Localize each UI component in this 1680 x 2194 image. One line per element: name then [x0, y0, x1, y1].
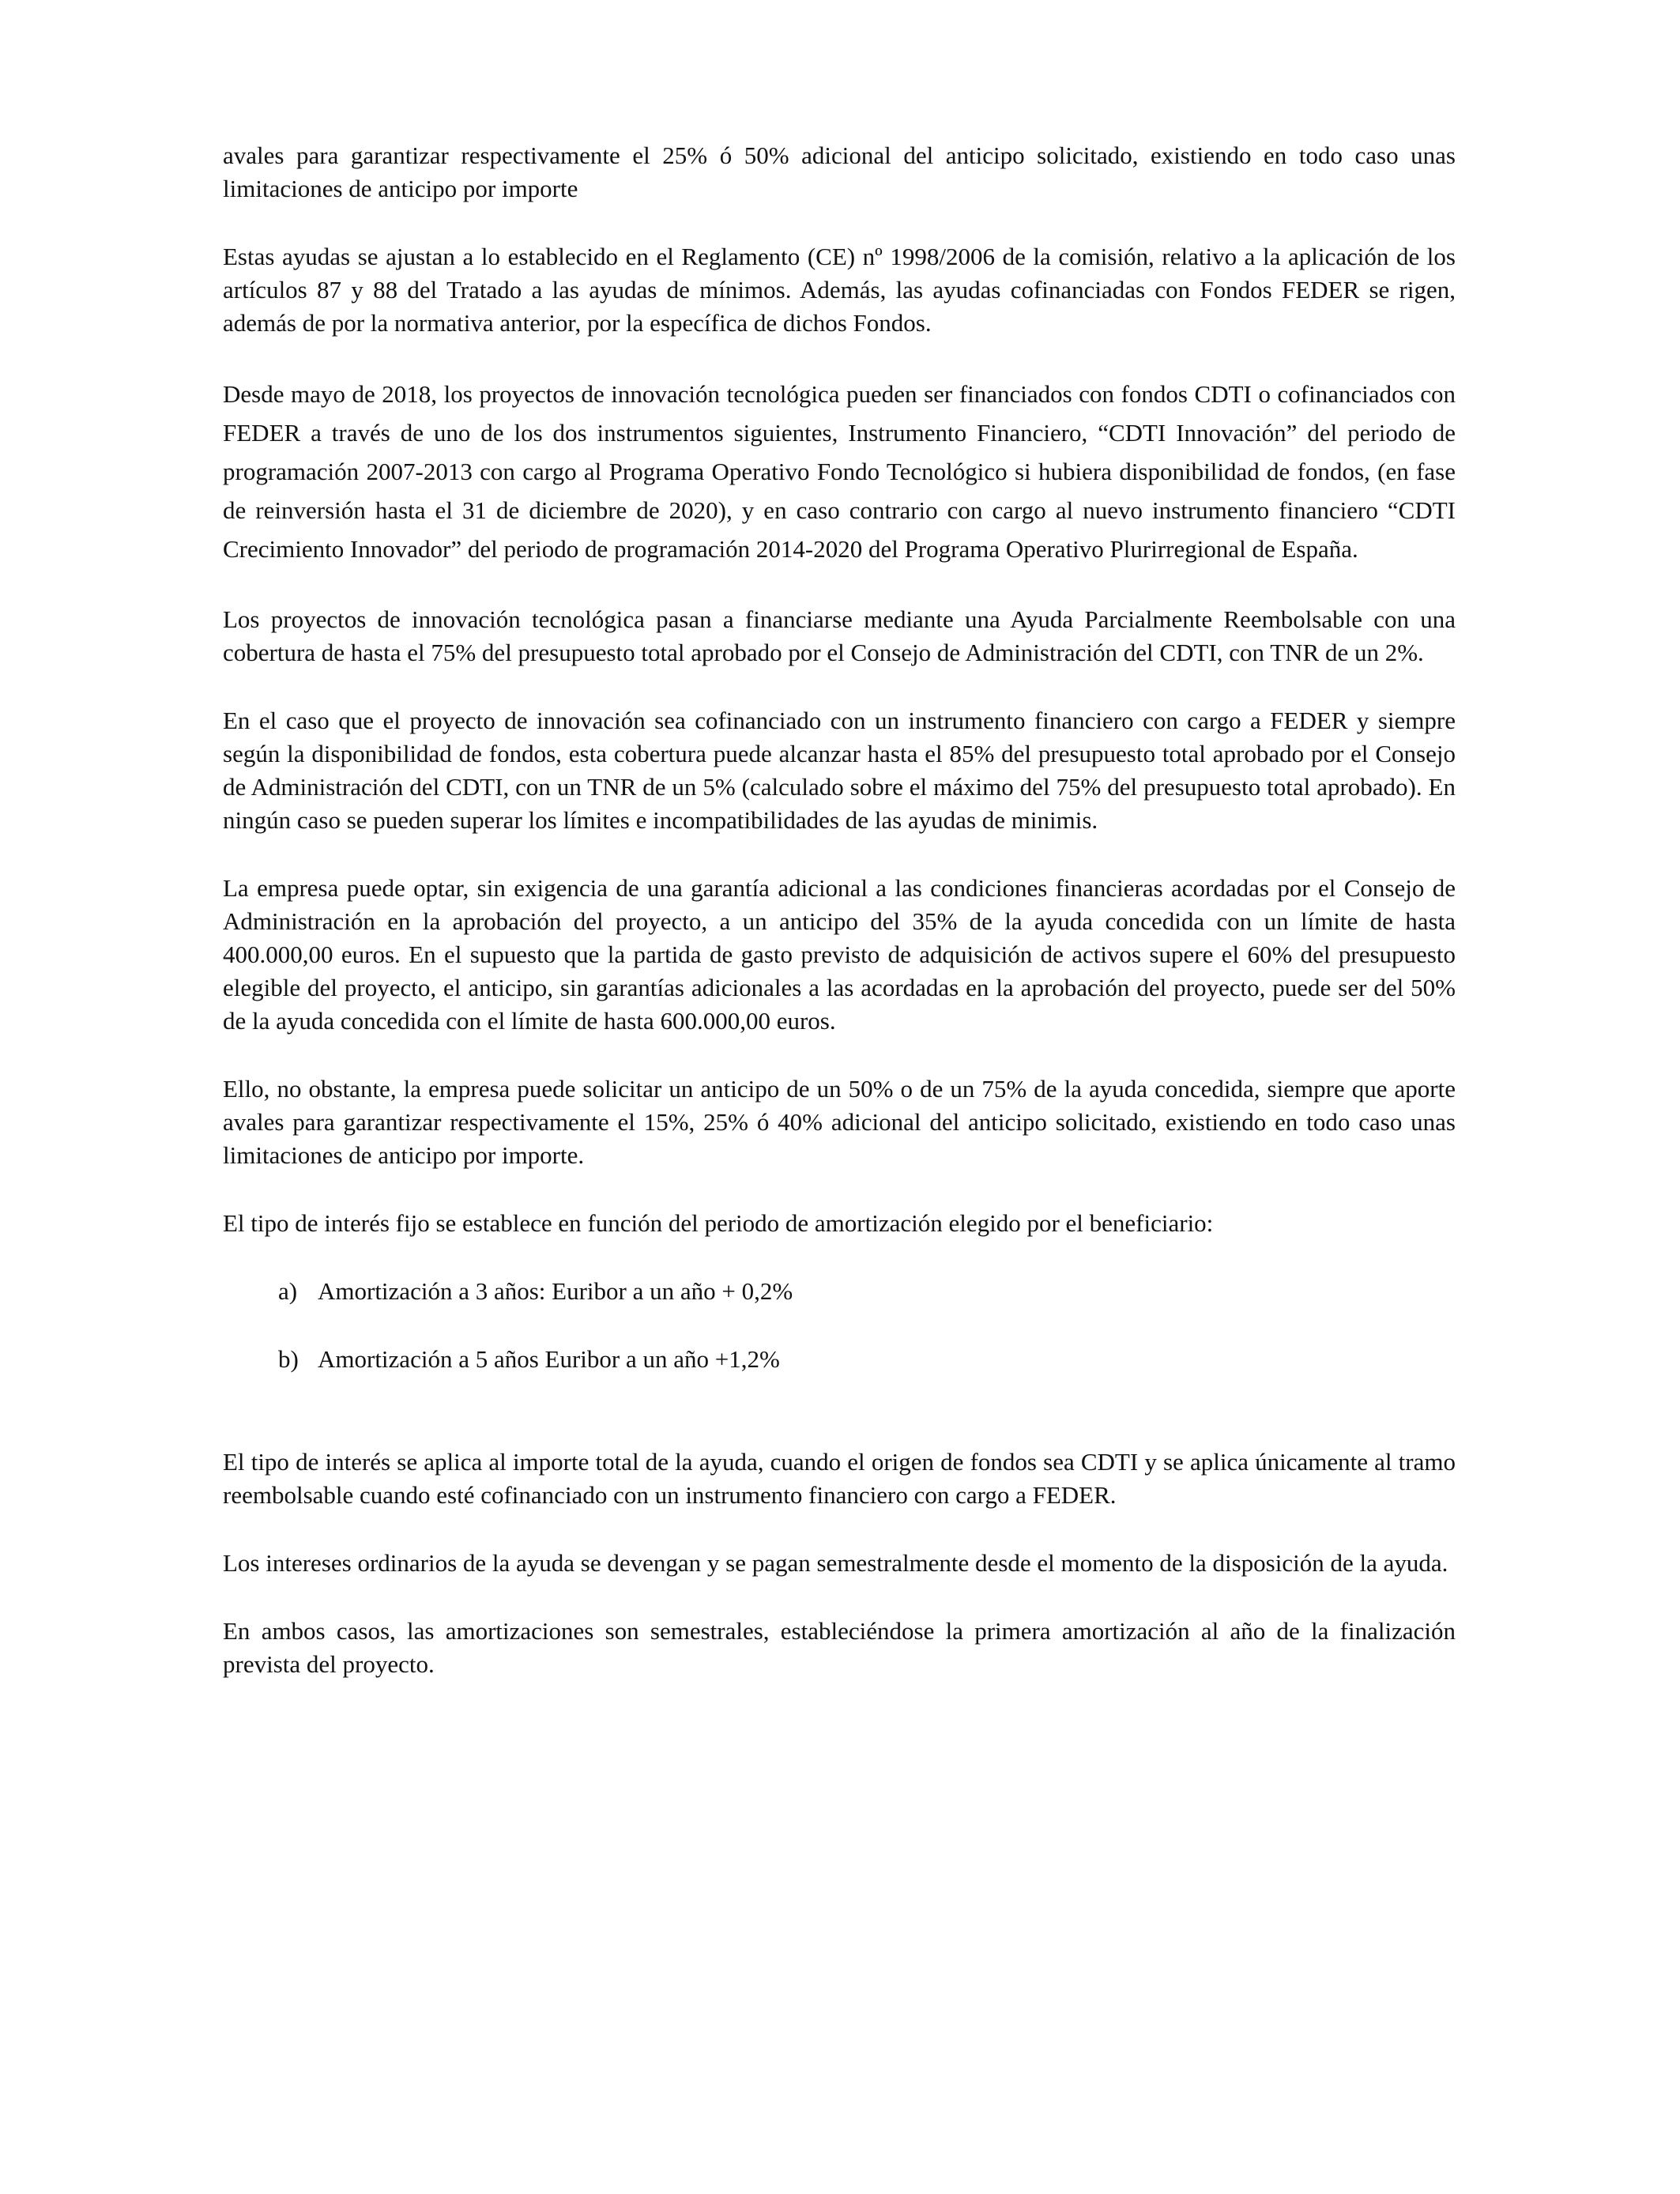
paragraph-amortizaciones: En ambos casos, las amortizaciones son semestrales, estableciéndose la primera amortización al año de la finalización prevista del proyecto. [223, 1617, 1456, 1678]
paragraph-intereses-ordinarios: Los intereses ordinarios de la ayuda se devengan y se pagan semestralmente desde el momento de la disposición de la ayuda. [223, 1549, 1448, 1577]
paragraph-cofinanciacion-feder: En el caso que el proyecto de innovación sea cofinanciado con un instrumento financiero con cargo a FEDER y siempre según la disponibilidad de fondos, esta cobertura puede alcanzar hasta el 85% del presupuesto total aprobado por el Consejo de Administración del CDTI, con un TNR de un 5% (calculado sobre el máximo del 75% del presupuesto total aprobado). En ningún caso se pueden superar los límites e incompatibilidades de las ayudas de minimis. [223, 707, 1456, 834]
list-item-text: Amortización a 5 años Euribor a un año +1,2% [318, 1345, 780, 1373]
paragraph-ayuda-parcialmente-reembolsable: Los proyectos de innovación tecnológica pasan a financiarse mediante una Ayuda Parcialmente Reembolsable con una cobertura de hasta el 75% del presupuesto total aprobado por el Consejo de Administración del CDTI, con TNR de un 2%. [223, 605, 1456, 666]
amortization-list [223, 1275, 1456, 1376]
list-item-text: Amortización a 3 años: Euribor a un año + 0,2% [318, 1277, 793, 1305]
spacer [223, 1411, 1456, 1446]
document-page [223, 139, 1456, 1716]
list-marker: a) [278, 1277, 298, 1305]
paragraph-reglamento: Estas ayudas se ajustan a lo establecido en el Reglamento (CE) nº 1998/2006 de la comisión, relativo a la aplicación de los artículos 87 y 88 del Tratado a las ayudas de mínimos. Además, las ayudas cofinanciadas con Fondos FEDER se rigen, además de por la normativa anterior, por la específica de dichos Fondos. [223, 243, 1456, 337]
list-item [278, 1343, 1456, 1376]
paragraph-tipo-interes: El tipo de interés fijo se establece en función del periodo de amortización elegido por el beneficiario: [223, 1209, 1214, 1237]
paragraph-avales-intro: avales para garantizar respectivamente el 25% ó 50% adicional del anticipo solicitado, existiendo en todo caso unas limitaciones de anticipo por importe [223, 141, 1456, 202]
paragraph-anticipo-avales: Ello, no obstante, la empresa puede solicitar un anticipo de un 50% o de un 75% de la ayuda concedida, siempre que aporte avales para garantizar respectivamente el 15%, 25% ó 40% adicional del anticipo solicitado, existiendo en todo caso unas limitaciones de anticipo por importe. [223, 1075, 1456, 1169]
paragraph-aplicacion-interes: El tipo de interés se aplica al importe total de la ayuda, cuando el origen de fondos sea CDTI y se aplica únicamente al tramo reembolsable cuando esté cofinanciado con un instrumento financiero con cargo a FEDER. [223, 1448, 1456, 1509]
paragraph-financiacion-2018: Desde mayo de 2018, los proyectos de innovación tecnológica pueden ser financiados con fondos CDTI o cofinanciados con FEDER a través de uno de los dos instrumentos siguientes, Instrumento Financiero, “CDTI Innovación” del periodo de programación 2007-2013 con cargo al Programa Operativo Fondo Tecnológico si hubiera disponibilidad de fondos, (en fase de reinversión hasta el 31 de diciembre de 2020), y en caso contrario con cargo al nuevo instrumento financiero “CDTI Crecimiento Innovador” del periodo de programación 2014-2020 del Programa Operativo Plurirregional de España. [223, 380, 1456, 563]
list-marker: b) [278, 1345, 299, 1373]
list-item [278, 1275, 1456, 1308]
paragraph-anticipo: La empresa puede optar, sin exigencia de una garantía adicional a las condiciones financieras acordadas por el Consejo de Administración en la aprobación del proyecto, a un anticipo del 35% de la ayuda concedida con un límite de hasta 400.000,00 euros. En el supuesto que la partida de gasto previsto de adquisición de activos supere el 60% del presupuesto elegible del proyecto, el anticipo, sin garantías adicionales a las acordadas en la aprobación del proyecto, puede ser del 50% de la ayuda concedida con el límite de hasta 600.000,00 euros. [223, 874, 1456, 1035]
